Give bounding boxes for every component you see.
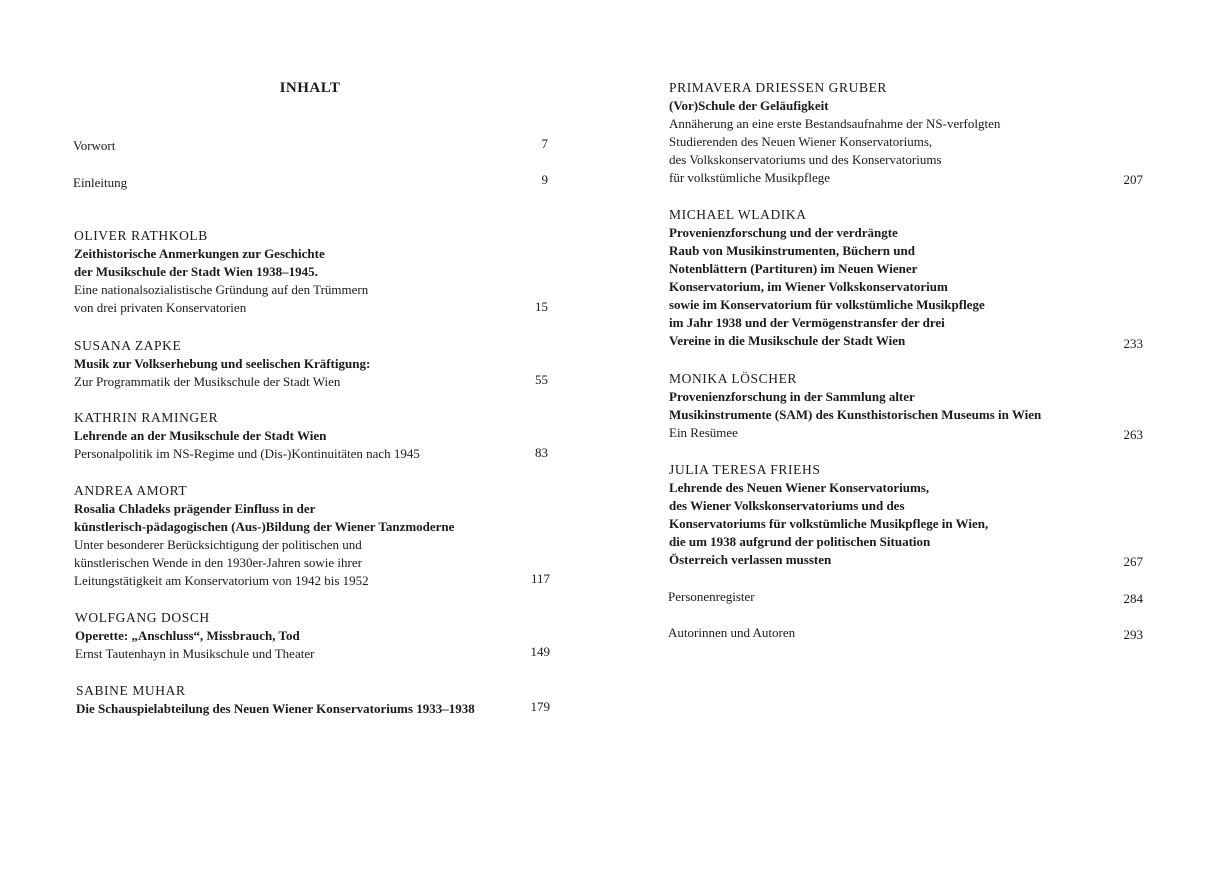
entry-subtitle: Zur Programmatik der Musikschule der Stadt Wien: [74, 374, 341, 389]
page-number: 9: [541, 172, 548, 187]
page-number: 179: [530, 699, 550, 714]
entry-title: (Vor)Schule der Geläufigkeit: [669, 98, 829, 113]
toc-entry-einleitung[interactable]: Einleitung: [73, 175, 128, 190]
entry-author: PRIMAVERA DRIESSEN GRUBER: [669, 80, 888, 95]
entry-author: MICHAEL WLADIKA: [669, 207, 807, 222]
page-number: 117: [530, 571, 550, 586]
entry-author: SABINE MUHAR: [76, 683, 186, 698]
entry-author: ANDREA AMORT: [74, 483, 188, 498]
entry-title: Die Schauspielabteilung des Neuen Wiener Konservatoriums 1933–1938: [76, 701, 475, 716]
entry-subtitle: Eine nationalsozialistische Gründung auf den Trümmern: [74, 282, 369, 297]
page-number: 207: [1123, 172, 1143, 187]
entry-author: MONIKA LÖSCHER: [669, 371, 798, 386]
entry-title: sowie im Konservatorium für volkstümliche Musikpflege: [669, 297, 985, 312]
entry-author: WOLFGANG DOSCH: [75, 610, 210, 625]
entry-title: Rosalia Chladeks prägender Einfluss in der: [74, 501, 316, 516]
page-number: 149: [530, 644, 550, 659]
page-number: 284: [1123, 591, 1143, 606]
entry-subtitle: für volkstümliche Musikpflege: [669, 170, 831, 185]
entry-subtitle: von drei privaten Konservatorien: [74, 300, 247, 315]
entry-title: Notenblättern (Partituren) im Neuen Wiener: [669, 261, 918, 276]
toc-entry[interactable]: [669, 370, 1041, 442]
entry-subtitle: Ernst Tautenhayn in Musikschule und Theater: [75, 646, 315, 661]
toc-entry-personenregister[interactable]: Personenregister: [668, 589, 755, 604]
entry-title: künstlerisch-pädagogischen (Aus-)Bildung der Wiener Tanzmoderne: [74, 519, 455, 534]
entry-subtitle: des Volkskonservatoriums und des Konservatoriums: [669, 152, 942, 167]
toc-entry[interactable]: [74, 409, 420, 463]
toc-entry-vorwort[interactable]: Vorwort: [73, 138, 116, 153]
right-page: [607, 0, 1214, 874]
entry-title: im Jahr 1938 und der Vermögenstransfer der drei: [669, 315, 945, 330]
entry-subtitle: Studierenden des Neuen Wiener Konservatoriums,: [669, 134, 933, 149]
entry-title: Lehrende des Neuen Wiener Konservatoriums,: [669, 480, 930, 495]
toc-entry[interactable]: [74, 482, 454, 590]
page-number: 7: [541, 136, 548, 151]
entry-subtitle: Personalpolitik im NS-Regime und (Dis-)Kontinuitäten nach 1945: [74, 446, 420, 461]
entry-author: JULIA TERESA FRIEHS: [669, 462, 821, 477]
toc-entry[interactable]: [669, 206, 985, 350]
entry-title: Zeithistorische Anmerkungen zur Geschichte: [74, 246, 325, 261]
page-number: 83: [535, 445, 548, 460]
toc-heading: INHALT: [279, 80, 341, 96]
entry-title: die um 1938 aufgrund der politischen Situation: [669, 534, 931, 549]
entry-title: Musik zur Volkserhebung und seelischen Kräftigung:: [74, 356, 371, 371]
toc-entry[interactable]: [75, 609, 314, 663]
toc-entry[interactable]: [74, 337, 370, 391]
page-number: 15: [535, 299, 548, 314]
page-number: 263: [1123, 427, 1143, 442]
entry-subtitle: Annäherung an eine erste Bestandsaufnahme der NS-verfolgten: [669, 116, 1001, 131]
toc-entry[interactable]: [669, 461, 988, 569]
toc-entry[interactable]: [76, 682, 475, 718]
entry-subtitle: Unter besonderer Berücksichtigung der politischen und: [74, 537, 362, 552]
toc-entry[interactable]: [669, 79, 1000, 187]
entry-subtitle: Ein Resümee: [669, 425, 738, 440]
entry-author: SUSANA ZAPKE: [74, 338, 182, 353]
entry-title: Provenienzforschung in der Sammlung alter: [669, 389, 915, 404]
entry-title: des Wiener Volkskonservatoriums und des: [669, 498, 905, 513]
page-number: 55: [535, 372, 548, 387]
toc-entry[interactable]: [74, 227, 368, 317]
entry-title: Vereine in die Musikschule der Stadt Wien: [669, 333, 906, 348]
entry-title: Lehrende an der Musikschule der Stadt Wien: [74, 428, 327, 443]
toc-entry-autorinnen[interactable]: Autorinnen und Autoren: [668, 625, 796, 640]
page-number: 267: [1123, 554, 1143, 569]
entry-author: KATHRIN RAMINGER: [74, 410, 219, 425]
entry-author: OLIVER RATHKOLB: [74, 228, 208, 243]
entry-title: Konservatoriums für volkstümliche Musikpflege in Wien,: [669, 516, 989, 531]
page-number: 293: [1123, 627, 1143, 642]
entry-title: Raub von Musikinstrumenten, Büchern und: [669, 243, 915, 258]
entry-title: Konservatorium, im Wiener Volkskonservatorium: [669, 279, 948, 294]
entry-title: Operette: „Anschluss“, Missbrauch, Tod: [75, 628, 300, 643]
entry-subtitle: Leitungstätigkeit am Konservatorium von 1942 bis 1952: [74, 573, 369, 588]
page-number: 233: [1123, 336, 1143, 351]
entry-subtitle: künstlerischen Wende in den 1930er-Jahren sowie ihrer: [74, 555, 362, 570]
entry-title: Musikinstrumente (SAM) des Kunsthistorischen Museums in Wien: [669, 407, 1042, 422]
entry-title: der Musikschule der Stadt Wien 1938–1945.: [74, 264, 318, 279]
entry-title: Provenienzforschung und der verdrängte: [669, 225, 898, 240]
entry-title: Österreich verlassen mussten: [669, 552, 832, 567]
